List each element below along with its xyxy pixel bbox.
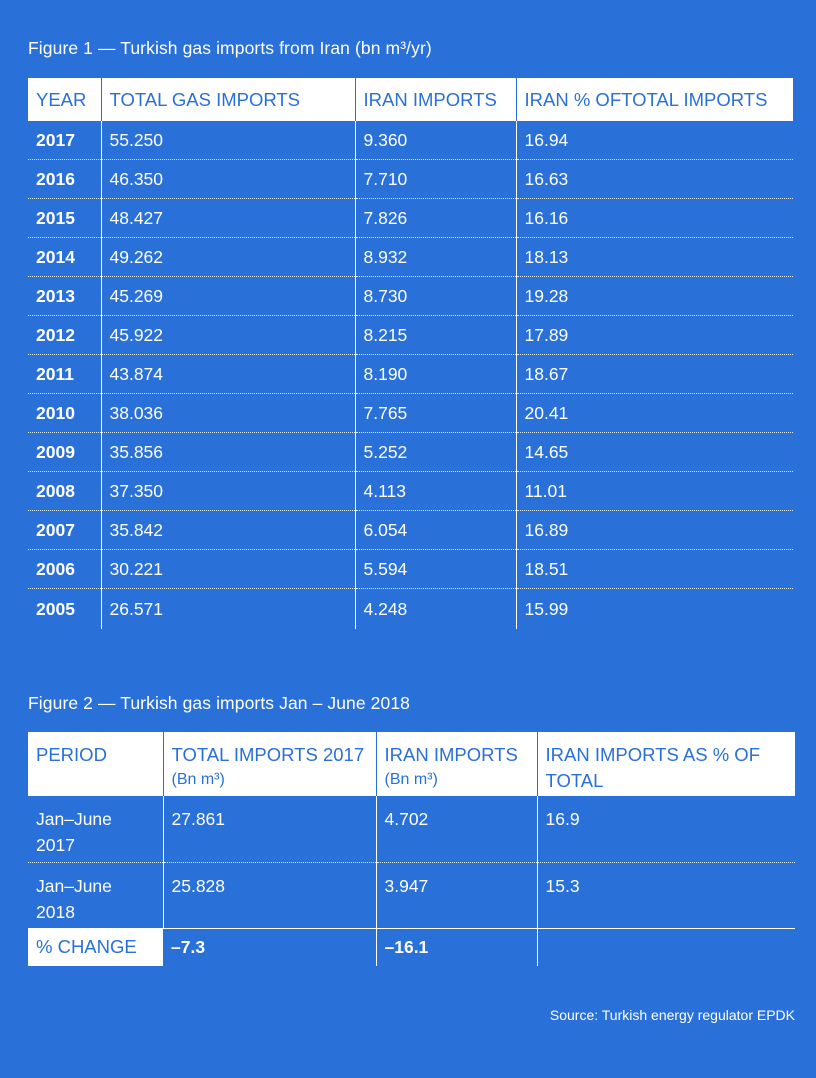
- year-cell: 2010: [28, 394, 101, 433]
- iran-imports-cell: 5.252: [355, 433, 516, 472]
- column-header-iran-percent: IRAN % OFTOTAL IMPORTS: [516, 78, 793, 121]
- year-cell: 2006: [28, 550, 101, 589]
- iran-imports-cell: 8.730: [355, 277, 516, 316]
- year-cell: 2008: [28, 472, 101, 511]
- source-note: Source: Turkish energy regulator EPDK: [549, 1007, 795, 1023]
- figure1-table: [28, 78, 793, 629]
- iran-percent-cell: 16.16: [516, 199, 793, 238]
- iran-percent-cell: 15.3: [537, 862, 795, 928]
- total-imports-cell: 38.036: [101, 394, 355, 433]
- column-header-total-gas-imports: TOTAL GAS IMPORTS: [101, 78, 355, 121]
- figure1-title: Figure 1 — Turkish gas imports from Iran (bn m³/yr): [28, 38, 432, 58]
- column-header-iran-imports-percent: [537, 732, 795, 796]
- iran-imports-cell: 7.710: [355, 160, 516, 199]
- header-unit: (Bn m³): [384, 771, 438, 788]
- table-row: [28, 355, 793, 394]
- total-imports-cell: 55.250: [101, 121, 355, 160]
- period-cell: Jan–June 2018: [28, 862, 163, 928]
- table-row: [28, 160, 793, 199]
- total-imports-cell: 25.828: [163, 862, 376, 928]
- table-row: [28, 472, 793, 511]
- iran-imports-cell: 6.054: [355, 511, 516, 550]
- table-row: [28, 550, 793, 589]
- iran-percent-cell: 16.63: [516, 160, 793, 199]
- table-row: [28, 511, 793, 550]
- table-row: [28, 238, 793, 277]
- year-cell: 2017: [28, 121, 101, 160]
- total-imports-cell: 37.350: [101, 472, 355, 511]
- year-cell: 2012: [28, 316, 101, 355]
- total-imports-cell: 49.262: [101, 238, 355, 277]
- total-imports-cell: 26.571: [101, 589, 355, 630]
- figure2-title: Figure 2 — Turkish gas imports Jan – June 2018: [28, 693, 411, 713]
- iran-imports-cell: 7.765: [355, 394, 516, 433]
- iran-imports-cell: 9.360: [355, 121, 516, 160]
- header-label: IRAN IMPORTS AS % OF TOTAL: [545, 744, 761, 791]
- total-imports-cell: 35.856: [101, 433, 355, 472]
- iran-percent-cell: 16.94: [516, 121, 793, 160]
- iran-percent-cell: 15.99: [516, 589, 793, 630]
- year-cell: 2016: [28, 160, 101, 199]
- iran-percent-cell: 18.67: [516, 355, 793, 394]
- header-label: TOTAL IMPORTS 2017: [171, 744, 365, 765]
- iran-percent-cell: 16.89: [516, 511, 793, 550]
- table-row: [28, 316, 793, 355]
- iran-imports-cell: 8.190: [355, 355, 516, 394]
- total-imports-cell: 27.861: [163, 796, 376, 862]
- iran-percent-cell: 20.41: [516, 394, 793, 433]
- table-row: [28, 589, 793, 630]
- iran-percent-cell: 17.89: [516, 316, 793, 355]
- table-header-row: [28, 732, 795, 796]
- total-imports-cell: 43.874: [101, 355, 355, 394]
- table-row: [28, 121, 793, 160]
- column-header-iran-imports: IRAN IMPORTS: [355, 78, 516, 121]
- table-row: [28, 433, 793, 472]
- table-row: [28, 277, 793, 316]
- percent-change-row: [28, 928, 795, 966]
- figure2-table: [28, 732, 795, 966]
- iran-imports-cell: 5.594: [355, 550, 516, 589]
- table-row: [28, 199, 793, 238]
- table-row: [28, 796, 795, 862]
- year-cell: 2011: [28, 355, 101, 394]
- iran-percent-cell: 16.9: [537, 796, 795, 862]
- iran-imports-cell: 8.215: [355, 316, 516, 355]
- total-imports-cell: 46.350: [101, 160, 355, 199]
- iran-imports-cell: 7.826: [355, 199, 516, 238]
- year-cell: 2013: [28, 277, 101, 316]
- year-cell: 2009: [28, 433, 101, 472]
- total-imports-cell: 48.427: [101, 199, 355, 238]
- total-imports-cell: 35.842: [101, 511, 355, 550]
- table-header-row: [28, 78, 793, 121]
- column-header-iran-imports: [376, 732, 537, 796]
- header-unit: (Bn m³): [171, 771, 225, 788]
- iran-percent-cell: 18.51: [516, 550, 793, 589]
- iran-percent-cell: 18.13: [516, 238, 793, 277]
- iran-imports-cell: 4.702: [376, 796, 537, 862]
- percent-change-share: [537, 928, 795, 966]
- table-row: [28, 394, 793, 433]
- year-cell: 2014: [28, 238, 101, 277]
- column-header-total-imports-2017: [163, 732, 376, 796]
- iran-imports-cell: 3.947: [376, 862, 537, 928]
- year-cell: 2007: [28, 511, 101, 550]
- header-label: IRAN IMPORTS: [384, 744, 518, 765]
- percent-change-iran: –16.1: [376, 928, 537, 966]
- table-row: [28, 862, 795, 928]
- year-cell: 2015: [28, 199, 101, 238]
- iran-percent-cell: 11.01: [516, 472, 793, 511]
- percent-change-total: –7.3: [163, 928, 376, 966]
- iran-imports-cell: 4.113: [355, 472, 516, 511]
- year-cell: 2005: [36, 598, 75, 619]
- iran-percent-cell: 14.65: [516, 433, 793, 472]
- iran-percent-cell: 19.28: [516, 277, 793, 316]
- iran-imports-cell: 8.932: [355, 238, 516, 277]
- percent-change-label: % CHANGE: [28, 928, 163, 966]
- iran-imports-cell: 4.248: [355, 589, 516, 630]
- total-imports-cell: 30.221: [101, 550, 355, 589]
- total-imports-cell: 45.922: [101, 316, 355, 355]
- header-label: PERIOD: [36, 744, 107, 765]
- total-imports-cell: 45.269: [101, 277, 355, 316]
- column-header-year: YEAR: [36, 88, 87, 110]
- column-header-period: [28, 732, 163, 796]
- period-cell: Jan–June 2017: [28, 796, 163, 862]
